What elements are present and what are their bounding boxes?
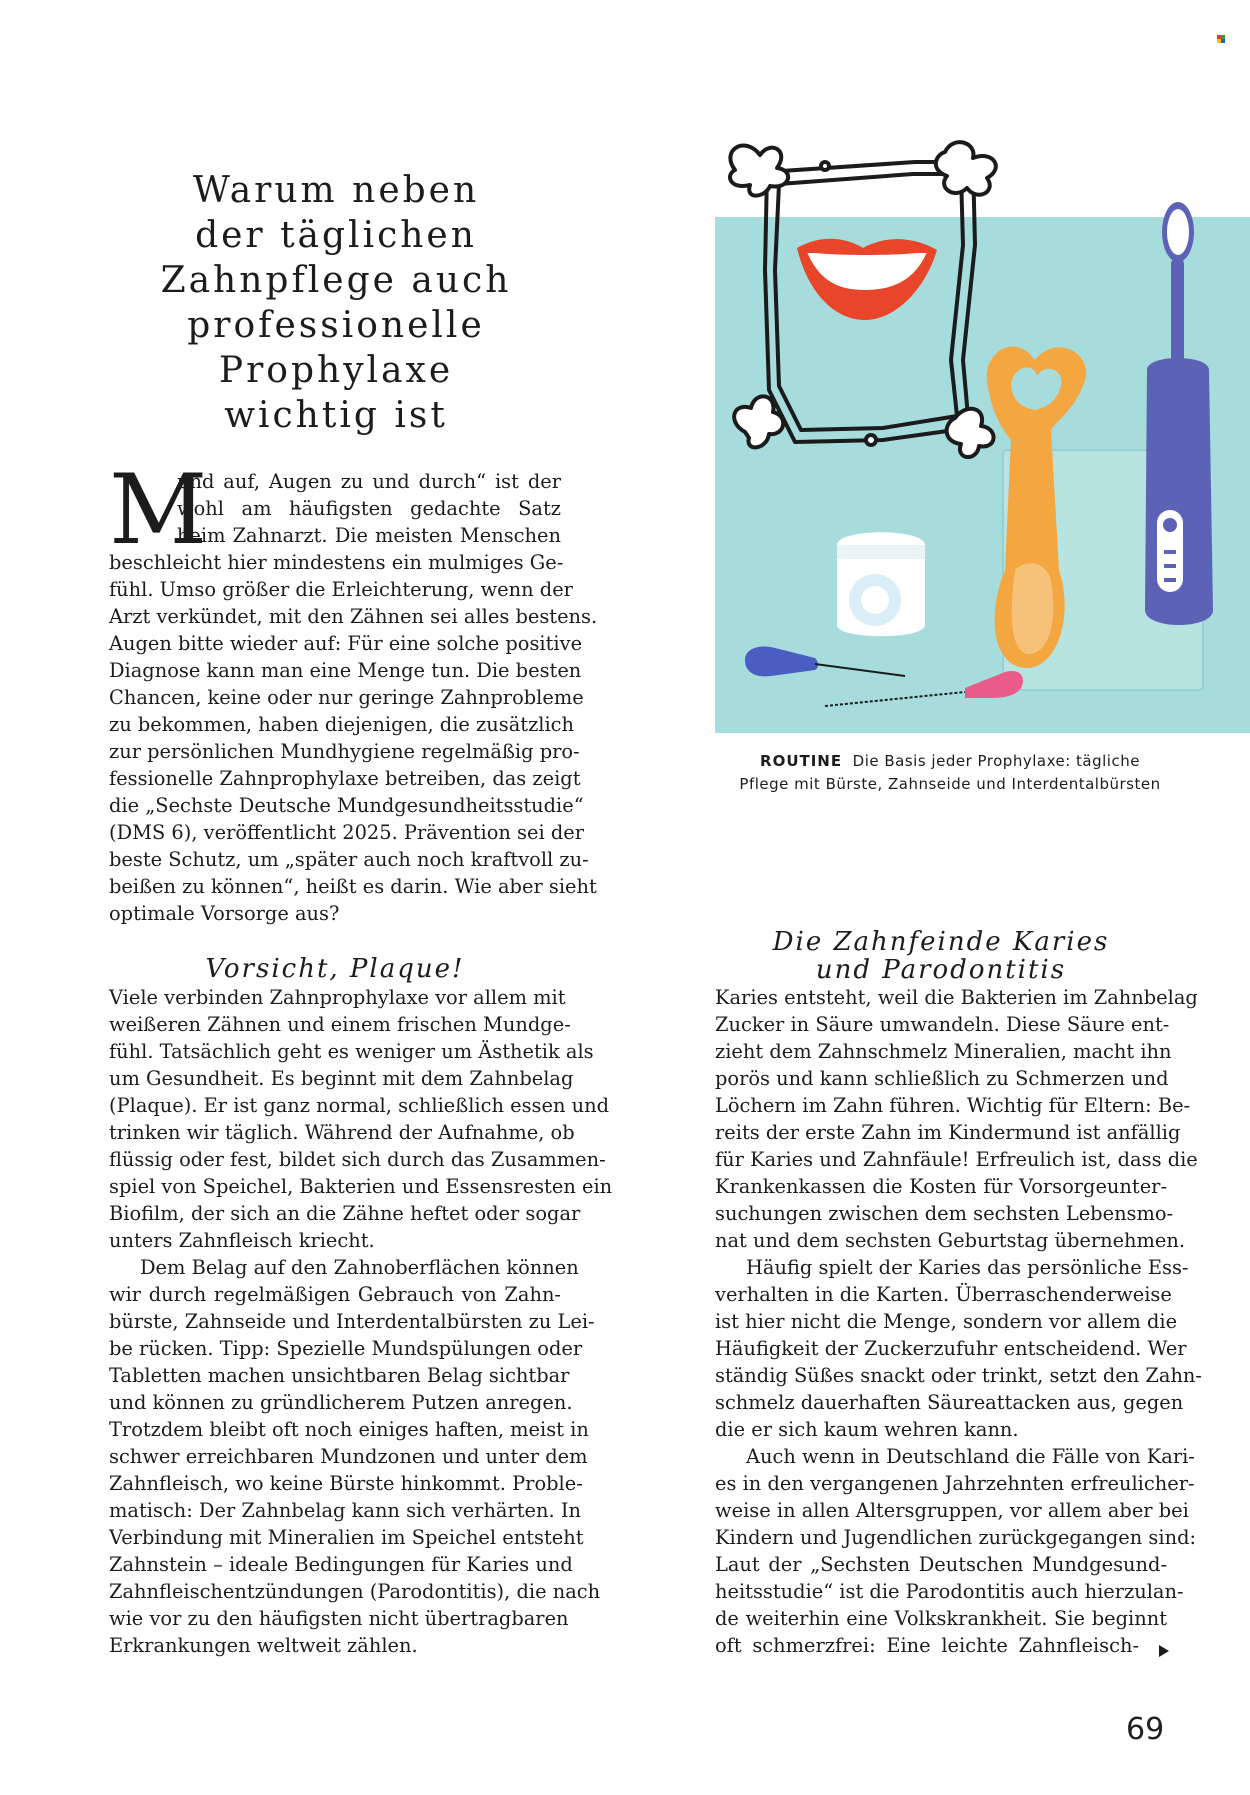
text-line: Tabletten machen unsichtbaren Belag sichtbar: [109, 1364, 570, 1387]
text-line: suchungen zwischen dem sechsten Lebensmo-: [715, 1202, 1174, 1225]
text-line: de weiterhin eine Volkskrankheit. Sie beginnt: [715, 1607, 1167, 1630]
dental-care-illustration: [715, 140, 1250, 733]
text-line: es in den vergangenen Jahrzehnten erfreulicher-: [715, 1472, 1195, 1495]
section-plaque-body: [109, 984, 613, 1659]
text-line: nat und dem sechsten Geburtstag übernehmen.: [715, 1229, 1186, 1252]
heading-line: Vorsicht, Plaque!: [205, 954, 465, 984]
text-line: matisch: Der Zahnbelag kann sich verhärten. In: [109, 1499, 581, 1522]
text-line: (Plaque). Er ist ganz normal, schließlich essen und: [109, 1094, 610, 1117]
text-line: wir durch regelmäßigen Gebrauch von Zahn-: [109, 1283, 561, 1306]
text-line: Kindern und Jugendlichen zurückgegangen sind:: [715, 1526, 1197, 1549]
text-line: porös und kann schließlich zu Schmerzen und: [715, 1067, 1169, 1090]
text-line: fühl. Tatsächlich geht es weniger um Ästhetik als: [109, 1040, 594, 1063]
text-line: Chancen, keine oder nur geringe Zahnprobleme: [109, 686, 584, 709]
text-line: weißeren Zähnen und einem frischen Mundge-: [109, 1013, 571, 1036]
text-line: spiel von Speichel, Bakterien und Essensresten ein: [109, 1175, 613, 1198]
caption-text: Die Basis jeder Prophylaxe: tägliche: [852, 752, 1140, 770]
text-line: wohl am häufigsten gedachte Satz: [177, 497, 561, 520]
text-line: Viele verbinden Zahnprophylaxe vor allem mit: [109, 986, 566, 1009]
caption-line-2: Pflege mit Bürste, Zahnseide und Interdentalbürsten: [739, 775, 1161, 793]
caption-kicker: ROUTINE: [760, 752, 843, 770]
text-line: Zahnfleischentzündungen (Parodontitis), die nach: [109, 1580, 601, 1603]
text-line: wie vor zu den häufigsten nicht übertragbaren: [109, 1607, 569, 1630]
page-number: 69: [1126, 1712, 1165, 1747]
text-line: ist hier nicht die Menge, sondern vor allem die: [715, 1310, 1178, 1333]
text-line: schmelz dauerhaften Säureattacken aus, gegen: [715, 1391, 1184, 1414]
text-line: flüssig oder fest, bildet sich durch das Zusammen-: [109, 1148, 606, 1171]
section-heading-karies: [715, 928, 1167, 984]
title-line: wichtig ist: [224, 395, 448, 436]
text-line: bürste, Zahnseide und Interdentalbürsten zu Lei-: [109, 1310, 595, 1333]
dental-floss: [837, 532, 925, 636]
text-line: für Karies und Zahnfäule! Erfreulich ist, dass die: [715, 1148, 1198, 1171]
title-line: der täglichen: [195, 215, 477, 256]
text-line: weise in allen Altersgruppen, vor allem aber bei: [715, 1499, 1189, 1522]
text-line: Verbindung mit Mineralien im Speichel entsteht: [109, 1526, 584, 1549]
text-line: verhalten in die Karten. Überraschenderweise: [715, 1283, 1172, 1306]
text-line: beschleicht hier mindestens ein mulmiges Ge-: [109, 551, 564, 574]
text-line: die er sich kaum wehren kann.: [715, 1418, 1019, 1441]
text-line: heitsstudie“ ist die Parodontitis auch hierzulan-: [715, 1580, 1184, 1603]
text-line: und auf, Augen zu und durch“ ist der: [177, 470, 561, 493]
caption-line-1: [700, 750, 1200, 773]
continue-arrow-icon: [1158, 1645, 1170, 1657]
text-line: reits der erste Zahn im Kindermund ist anfällig: [715, 1121, 1181, 1144]
text-line: Zahnstein – ideale Bedingungen für Karies und: [109, 1553, 573, 1576]
text-line: zur persönlichen Mundhygiene regelmäßig pro-: [109, 740, 580, 763]
title-line: Zahnpflege auch: [160, 260, 512, 301]
text-line: (DMS 6), veröffentlicht 2025. Prävention sei der: [109, 821, 584, 844]
title-line: Prophylaxe: [218, 350, 454, 391]
text-line: Laut der „Sechsten Deutschen Mundgesund-: [715, 1553, 1167, 1576]
heading-line: und Parodontitis: [815, 955, 1067, 985]
text-line: optimale Vorsorge aus?: [109, 902, 340, 925]
corner-marker-icon: [1217, 35, 1226, 44]
section-karies-body: [715, 984, 1202, 1659]
text-line: Krankenkassen die Kosten für Vorsorgeunter-: [715, 1175, 1167, 1198]
intro-paragraph: [109, 468, 598, 927]
drop-cap: M: [109, 454, 208, 566]
text-line: be rücken. Tipp: Spezielle Mundspülungen oder: [109, 1337, 583, 1360]
text-line: schwer erreichbaren Mundzonen und unter dem: [109, 1445, 588, 1468]
article-title: [110, 168, 562, 438]
text-line: Augen bitte wieder auf: Für eine solche positive: [109, 632, 583, 655]
title-line: professionelle: [187, 305, 485, 346]
section-heading-plaque: [109, 955, 561, 983]
text-line: zieht dem Zahnschmelz Mineralien, macht ihn: [715, 1040, 1172, 1063]
text-line: die „Sechste Deutsche Mundgesundheitsstudie“: [109, 794, 584, 817]
text-line: und können zu gründlicherem Putzen anregen.: [109, 1391, 573, 1414]
text-line: beim Zahnarzt. Die meisten Menschen: [177, 524, 561, 547]
text-line: Trotzdem bleibt oft noch einiges haften, meist in: [109, 1418, 589, 1441]
text-line: Arzt verkündet, mit den Zähnen sei alles bestens.: [109, 605, 598, 628]
text-line: zu bekommen, haben diejenigen, die zusätzlich: [109, 713, 575, 736]
text-line: Karies entsteht, weil die Bakterien im Zahnbelag: [715, 986, 1198, 1009]
text-line: Löchern im Zahn führen. Wichtig für Eltern: Be-: [715, 1094, 1191, 1117]
heading-line: Die Zahnfeinde Karies: [772, 927, 1110, 957]
text-line: ständig Süßes snackt oder trinkt, setzt den Zahn-: [715, 1364, 1202, 1387]
text-line: Diagnose kann man eine Menge tun. Die besten: [109, 659, 582, 682]
text-line: Biofilm, der sich an die Zähne heftet oder sogar: [109, 1202, 581, 1225]
text-line: Erkrankungen weltweit zählen.: [109, 1634, 418, 1657]
text-line: oft schmerzfrei: Eine leichte Zahnfleisch-: [715, 1634, 1139, 1657]
text-line: Auch wenn in Deutschland die Fälle von Kari-: [746, 1445, 1195, 1468]
text-line: um Gesundheit. Es beginnt mit dem Zahnbelag: [109, 1067, 574, 1090]
text-line: unters Zahnfleisch kriecht.: [109, 1229, 375, 1252]
text-line: Häufig spielt der Karies das persönliche Ess-: [746, 1256, 1189, 1279]
text-line: Häufigkeit der Zuckerzufuhr entscheidend. Wer: [715, 1337, 1187, 1360]
title-line: Warum neben: [192, 170, 480, 211]
text-line: fühl. Umso größer die Erleichterung, wenn der: [109, 578, 573, 601]
text-line: beißen zu können“, heißt es darin. Wie aber sieht: [109, 875, 597, 898]
text-line: trinken wir täglich. Während der Aufnahme, ob: [109, 1121, 575, 1144]
image-caption: [700, 750, 1200, 796]
text-line: Dem Belag auf den Zahnoberflächen können: [140, 1256, 579, 1279]
text-line: fessionelle Zahnprophylaxe betreiben, das zeigt: [109, 767, 581, 790]
text-line: beste Schutz, um „später auch noch kraftvoll zu-: [109, 848, 589, 871]
text-line: Zucker in Säure umwandeln. Diese Säure ent-: [715, 1013, 1170, 1036]
text-line: Zahnfleisch, wo keine Bürste hinkommt. Proble-: [109, 1472, 583, 1495]
